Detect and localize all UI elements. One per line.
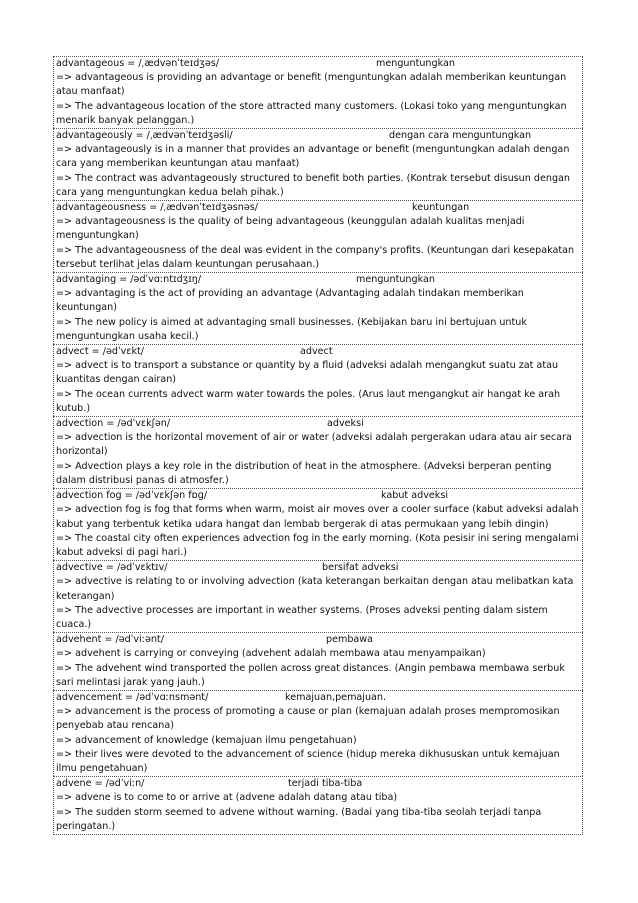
- entry-example: => The coastal city often experiences advection fog in the early morning. (Kota pesisir ini sering mengalami kabut adveksi di pagi hari.): [56, 532, 579, 558]
- entry-advection: [53, 416, 583, 488]
- entry-definition: => advantaging is the act of providing an advantage (Advantaging adalah tindakan memberikan keuntungan): [56, 288, 524, 314]
- entry-example: => The sudden storm seemed to advene without warning. (Badai yang tiba-tiba seolah terjadi tanpa peringatan.): [56, 806, 542, 832]
- entry-example: => The new policy is aimed at advantaging small businesses. (Kebijakan baru ini bertujuan untuk menguntungkan usaha kecil.): [56, 316, 527, 342]
- entry-term: advantaging = /ədˈvɑːntɪdʒɪŋ/: [56, 274, 202, 286]
- entry-example: => The advective processes are important in weather systems. (Proses adveksi penting dalam sistem cuaca.): [56, 604, 548, 630]
- entry-advene: [53, 776, 583, 835]
- entry-translation: adveksi: [327, 418, 364, 430]
- entry-translation: kemajuan,pemajuan.: [285, 691, 387, 703]
- entry-term: advective = /ədˈvɛktɪv/: [56, 562, 168, 574]
- entry-definition: => advection is the horizontal movement of air or water (adveksi adalah pergerakan udara atau air secara horizontal): [56, 432, 572, 458]
- entry-definition: => advect is to transport a substance or quantity by a fluid (adveksi adalah mengangkut suatu zat atau kuantitas dengan cairan): [56, 360, 559, 386]
- entry-advective: [53, 560, 583, 632]
- entry-term: advehent = /ədˈviːənt/: [56, 634, 164, 646]
- entry-translation: dengan cara menguntungkan: [389, 130, 532, 142]
- entry-term: advection = /ədˈvɛkʃən/: [56, 418, 171, 430]
- entry-term: advene = /ədˈviːn/: [56, 778, 145, 790]
- entry-advantageously: [53, 128, 583, 200]
- entry-advehent: [53, 632, 583, 690]
- entry-definition: => advection fog is fog that forms when warm, moist air moves over a cooler surface (kabut adveksi adalah kabut yang terbentuk ketika udara hangat dan lembab bergerak di atas permukaan yang lebih dingin): [56, 504, 579, 530]
- entry-translation: kabut adveksi: [381, 490, 449, 502]
- dictionary-page: [53, 56, 583, 835]
- entry-advantageousness: [53, 200, 583, 272]
- entry-advection-fog: [53, 488, 583, 560]
- entry-example: => The advantageousness of the deal was evident in the company's profits. (Keuntungan dari kesepakatan tersebut terlihat jelas dalam keuntungan perusahaan.): [56, 244, 575, 270]
- entry-example: => The advehent wind transported the pollen across great distances. (Angin pembawa membawa serbuk sari melintasi jarak yang jauh.): [56, 662, 565, 688]
- entry-definition: => advective is relating to or involving advection (kata keterangan berkaitan dengan atau melibatkan kata keterangan): [56, 576, 574, 602]
- entry-term: advantageous = /ˌædvənˈteɪdʒəs/: [56, 58, 219, 69]
- entry-example: => Advection plays a key role in the distribution of heat in the atmosphere. (Adveksi berperan penting dalam distribusi panas di atmosfer.): [56, 460, 552, 486]
- entry-definition: => advantageousness is the quality of being advantageous (keunggulan adalah kualitas menjadi menguntungkan): [56, 216, 525, 242]
- entry-example: => The advantageous location of the store attracted many customers. (Lokasi toko yang menguntungkan menarik banyak pelanggan.): [56, 100, 567, 126]
- entry-example: => advancement of knowledge (kemajuan ilmu pengetahuan): [56, 734, 357, 746]
- entry-definition: => advene is to come to or arrive at (advene adalah datang atau tiba): [56, 792, 398, 804]
- entry-translation: menguntungkan: [376, 58, 455, 69]
- entry-definition: => advancement is the process of promoting a cause or plan (kemajuan adalah proses mempromosikan penyebab atau rencana): [56, 706, 560, 732]
- entry-translation: pembawa: [326, 634, 374, 646]
- entry-translation: advect: [300, 346, 333, 358]
- entry-advencement: [53, 690, 583, 776]
- entry-definition: => advehent is carrying or conveying (advehent adalah membawa atau menyampaikan): [56, 648, 486, 660]
- entry-term: advantageously = /ˌædvənˈteɪdʒəsli/: [56, 130, 233, 142]
- entry-example: => The contract was advantageously structured to benefit both parties. (Kontrak tersebut disusun dengan cara yang menguntungkan kedua belah pihak.): [56, 172, 570, 198]
- entry-term: advect = /ədˈvɛkt/: [56, 346, 144, 358]
- entry-translation: terjadi tiba-tiba: [288, 778, 363, 790]
- entry-example: => The ocean currents advect warm water towards the poles. (Arus laut mengangkut air hangat ke arah kutub.): [56, 388, 561, 414]
- entry-example: => their lives were devoted to the advancement of science (hidup mereka dikhususkan untuk kemajuan ilmu pengetahuan): [56, 748, 560, 774]
- entry-translation: menguntungkan: [356, 274, 435, 286]
- entry-translation: keuntungan: [412, 202, 470, 214]
- entry-term: advencement = /ədˈvɑːnsmənt/: [56, 691, 209, 703]
- entry-translation: bersifat adveksi: [322, 562, 399, 574]
- entry-advantageous: [53, 56, 583, 128]
- entry-term: advection fog = /ədˈvɛkʃən fɒɡ/: [56, 490, 208, 502]
- entry-advantaging: [53, 272, 583, 344]
- entry-definition: => advantageous is providing an advantage or benefit (menguntungkan adalah memberikan keuntungan atau manfaat): [56, 72, 567, 98]
- entry-definition: => advantageously is in a manner that provides an advantage or benefit (menguntungkan adalah dengan cara yang memberikan keuntungan atau manfaat): [56, 144, 570, 170]
- entry-term: advantageousness = /ˌædvənˈteɪdʒəsnəs/: [56, 202, 258, 214]
- entry-advect: [53, 344, 583, 416]
